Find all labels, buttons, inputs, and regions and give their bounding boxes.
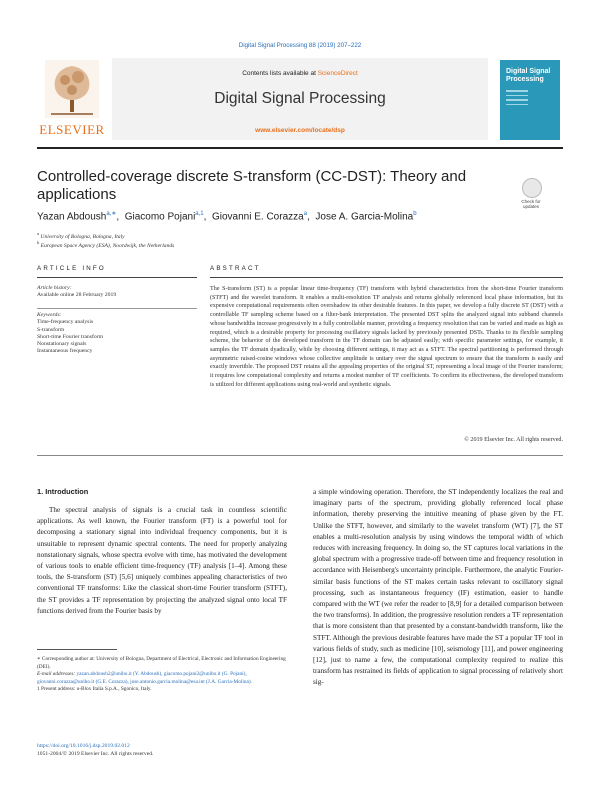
front-matter-rule bbox=[37, 455, 563, 456]
sciencedirect-link[interactable]: ScienceDirect bbox=[317, 70, 358, 77]
article-info-rule bbox=[37, 277, 197, 278]
journal-homepage-link[interactable]: www.elsevier.com/locate/dsp bbox=[255, 127, 345, 134]
contents-available-line bbox=[112, 70, 488, 77]
author-name[interactable]: Giovanni E. Corazza bbox=[211, 211, 304, 223]
author-name[interactable]: Jose A. Garcia-Molina bbox=[315, 211, 414, 223]
article-info-heading: ARTICLE INFO bbox=[37, 265, 106, 272]
affiliation-text: University of Bologna, Bologna, Italy bbox=[40, 233, 125, 240]
history-label: Article history: bbox=[37, 285, 72, 291]
keyword: Instantaneous frequency bbox=[37, 348, 93, 355]
elsevier-tree-icon bbox=[45, 60, 99, 118]
header-rule bbox=[37, 147, 563, 149]
intro-right-column: a simple windowing operation. Therefore, the ST independently localizes the real and imaginary parts of the spectrum, providing globally referenced local phase information, thereby preserving the intuitive meaning of phase given by the FT. Unlike the STFT, however, and similarly to the wavelet transform (WT) [7], the ST enables a multi-resolution analysis by using windows the temporal width of which reduces with increasing frequency. In doing so, the ST captures local variations in the global spectrum with a progressive trade-off between time and frequency resolution in accordance with Heisenberg's uncertainty principle. Furthermore, the analytic Fourier-similar basis functions of the ST makes certain tasks relevant to oscillatory signal processing, such as instantaneous frequency (IF) estimation, easier to handle compared with the WT (we refer the reader to [8,9] for a detailed comparison between the two transforms). In addition, the progressive resolution renders a TF representation that is more consistent than that presented by a constant-bandwidth transform, like the STFT. Although the previous desirable features have made the ST a popular TF tool in various fields of study, such as medicine [10], seismology [11], and power engineering [12], just to name a few, the computational complexity required to realize this transform has restrained its fields of application to signal processing of relatively short sig- bbox=[313, 488, 563, 687]
keywords-rule bbox=[37, 308, 197, 309]
keyword: Short-time Fourier transform bbox=[37, 333, 104, 340]
author-marks[interactable]: a,1 bbox=[195, 211, 204, 217]
cover-title: Digital Signal Processing bbox=[506, 68, 551, 83]
affiliation-mark: b bbox=[37, 240, 40, 245]
keywords-label: Keywords: bbox=[37, 312, 62, 318]
present-address-note: 1 Present address: u-Blox Italia S.p.A., Sgonico, Italy. bbox=[37, 686, 152, 692]
email-links[interactable]: yazan.abdoush2@unibo.it (Y. Abdoush), giacomo.pojani2@unibo.it (G. Pojani), giovanni.corazza@unibo.it (G.E. Corazza), jose.antonio.garcia.molina@esa.int (J.A. Garcia-Molina). bbox=[37, 671, 252, 685]
keywords-block bbox=[37, 312, 197, 356]
abstract-text: The S-transform (ST) is a popular linear time-frequency (TF) transform with hybrid characteristics from the short-time Fourier transform (STFT) and the wavelet transform. It enables a multi-resolution TF analysis and returns globally referenced local phase information, but its expensive computational requirements often overshadow its other desirable features. In this paper, we develop a fully discrete ST (DST) with a controllable TF sampling scheme based on a filter-bank interpretation. The presented DST splits the analyzed signal into subband channels whose bandwidths increase progressively in a fully controllable manner, providing a frequency resolution that can be varied and made as high as required, which is a desirable property for processing oscillatory signals lacked by previously presented DSTs. Thanks to its flexible sampling scheme, the behavior of the developed transform in the TF domain can be adjusted easily; with specific parameter settings, for example, it samples the TF domain dyadically, while by choosing different settings, it may act as a STFT. The spectral partitioning is performed through asymmetric raised-cosine windows whose collective amplitude is unitary over the signal spectrum to ensure that the transform is easily and exactly invertible. The proposed DST retains all the appealing properties of the original ST, representing a local image of the Fourier transform; it requires low computational complexity and returns a modest number of TF coefficients. To confirm its effectiveness, the developed transform is utilized for different applications using real-world and synthetic signals. bbox=[210, 286, 563, 388]
article-title: Controlled-coverage discrete S-transform (CC-DST): Theory and applications bbox=[37, 168, 467, 203]
author-name[interactable]: Yazan Abdoush bbox=[37, 211, 107, 223]
author-marks[interactable]: b bbox=[413, 211, 417, 217]
email-label: E-mail addresses: bbox=[37, 671, 77, 677]
author-marks[interactable]: a bbox=[303, 211, 308, 217]
check-updates-icon bbox=[522, 178, 542, 198]
footnote-rule bbox=[37, 649, 117, 650]
section-heading-introduction: 1. Introduction bbox=[37, 487, 89, 496]
issn-copyright: 1051-2004/© 2019 Elsevier Inc. All rights reserved. bbox=[37, 751, 154, 758]
author-list: Yazan Abdoush$^{a,∗}$, Giacomo Pojani$^{a,1}$, Giovanni E. Corazza$^a$, Jose A. Garcia-Molina$^b$ bbox=[37, 211, 417, 223]
elsevier-logo bbox=[37, 60, 107, 138]
journal-cover-thumbnail bbox=[500, 60, 560, 140]
journal-name: Digital Signal Processing bbox=[214, 90, 386, 107]
email-addresses bbox=[37, 671, 287, 686]
elsevier-wordmark: ELSEVIER bbox=[39, 122, 105, 137]
affiliation bbox=[37, 231, 125, 240]
footnotes bbox=[37, 656, 287, 694]
abstract-heading: ABSTRACT bbox=[210, 265, 261, 272]
article-history bbox=[37, 285, 197, 300]
keyword: Time-frequency analysis bbox=[37, 319, 94, 326]
corresponding-author-note: ∗ Corresponding author at: University of Bologna, Department of Electrical, Electronic and Information Engineering (DEI). bbox=[37, 656, 286, 670]
keyword: Nonstationary signals bbox=[37, 341, 87, 348]
check-updates-label: Check for updates bbox=[521, 199, 541, 209]
keyword: S-transform bbox=[37, 326, 65, 333]
author-marks[interactable]: a,∗ bbox=[106, 211, 117, 217]
contents-prefix: Contents lists available at bbox=[242, 70, 318, 77]
history-value: Available online 28 February 2019 bbox=[37, 292, 117, 299]
abstract-copyright: © 2019 Elsevier Inc. All rights reserved. bbox=[464, 437, 563, 443]
intro-left-column: The spectral analysis of signals is a crucial task in countless scientific applications. As well known, the Fourier transform (FT) is a powerful tool for decomposing a stationary signal into individual frequency components, but it is unsuitable to represent dynamic spectral contents. The need for properly analyzing nonstationary signals, whose spectra evolve with time, has motivated the development of various tools to enable efficient time-frequency (TF) analysis [1–4]. Among these tools, the S-transform (ST) [5,6] uniquely combines appealing characteristics of two conventional TF transforms: Like the classical short-time Fourier transform (STFT), the ST provides a TF representation by projecting the analyzed signal onto local TF functions derived from the Fourier basis by bbox=[37, 506, 287, 615]
abstract-rule bbox=[210, 277, 563, 278]
affiliation-mark: a bbox=[37, 231, 39, 236]
author-name[interactable]: Giacomo Pojani bbox=[124, 211, 196, 223]
doi-link[interactable]: https://doi.org/10.1016/j.dsp.2019.02.012 bbox=[37, 743, 130, 749]
affiliation-text: European Space Agency (ESA), Noordwijk, the Netherlands bbox=[40, 242, 175, 249]
cover-decoration bbox=[506, 90, 528, 108]
doi-block bbox=[37, 742, 297, 759]
journal-reference[interactable]: Digital Signal Processing 88 (2019) 207–222 bbox=[238, 42, 362, 49]
affiliation bbox=[37, 240, 174, 249]
